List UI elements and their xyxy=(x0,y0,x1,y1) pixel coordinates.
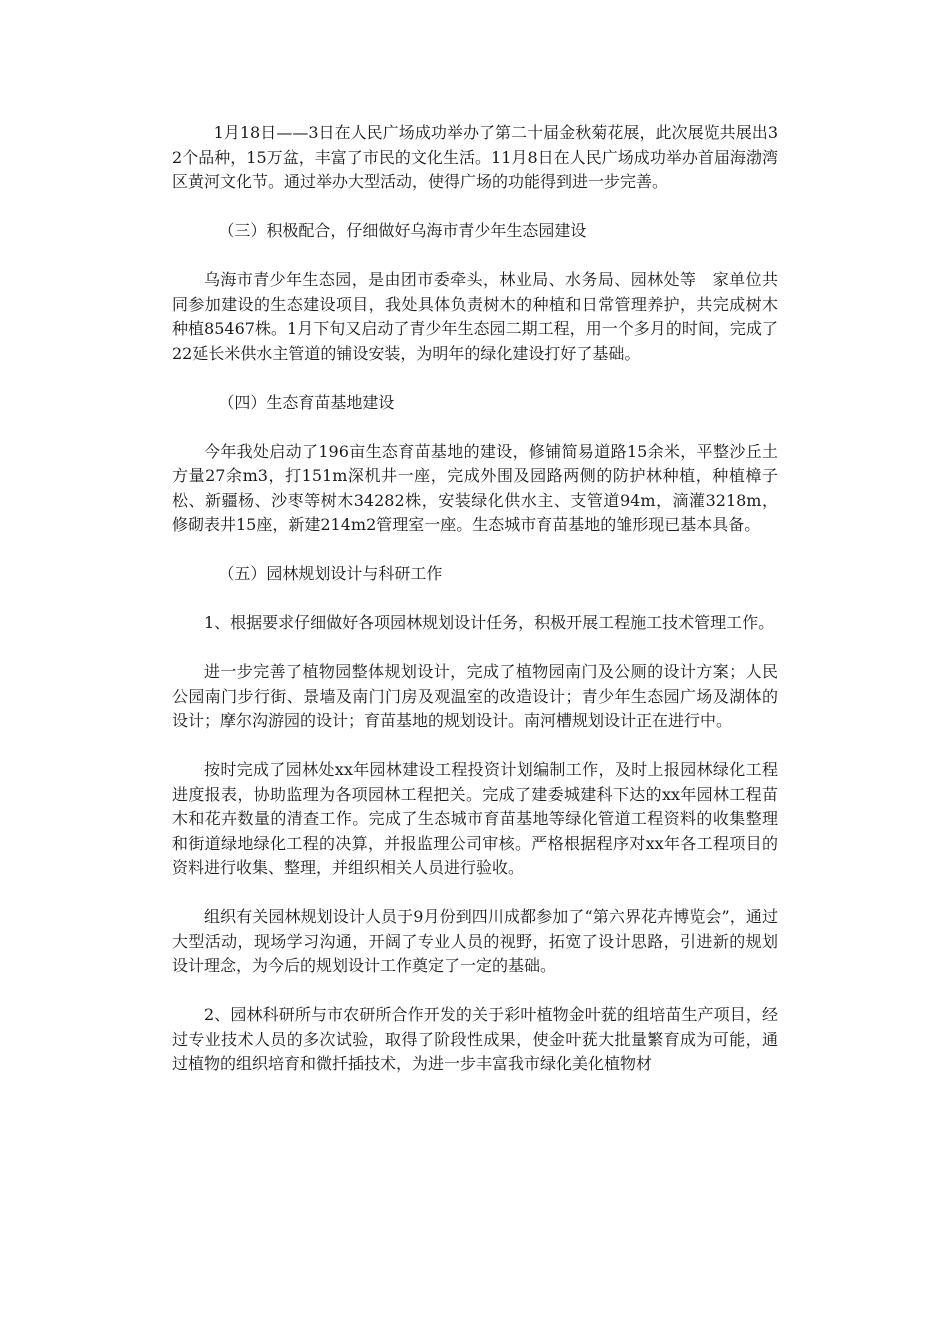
paragraph-item-2: 2、园林科研所与市农研所合作开发的关于彩叶植物金叶莸的组培苗生产项目，经过专业技术人员的多次试验，取得了阶段性成果，使金叶莸大批量繁育成为可能，通过植物的组织培育和微扦插技术，为进一步丰富我市绿化美化植物材 xyxy=(172,1005,778,1073)
paragraph-gold-chrysanthemum-show: 1月18日——3日在人民广场成功举办了第二十届金秋菊花展，此次展览共展出32个品种，15万盆，丰富了市民的文化生活。11月8日在人民广场成功举办首届海渤湾区黄河文化节。通过举办大型活动，使得广场的功能得到进一步完善。 xyxy=(172,123,778,191)
section-heading-5: （五）园林规划设计与科研工作 xyxy=(218,564,443,583)
section-heading-4: （四）生态育苗基地建设 xyxy=(218,392,395,412)
section-heading-3: （三）积极配合，仔细做好乌海市青少年生态园建设 xyxy=(218,221,587,240)
paragraph-item-1: 1、根据要求仔细做好各项园林规划设计任务，积极开展工程施工技术管理工作。 xyxy=(204,613,775,632)
paragraph-botanical-garden-design: 进一步完善了植物园整体规划设计，完成了植物园南门及公厕的设计方案；人民公园南门步行街、景墙及南门门房及观温室的改造设计；青少年生态园广场及湖体的设计；摩尔沟游园的设计；育苗基地的规划设计。南河槽规划设计正在进行中。 xyxy=(172,662,778,730)
paragraph-nursery-base: 今年我处启动了196亩生态育苗基地的建设，修铺简易道路15余米，平整沙丘土方量27余m3，打151m深机井一座，完成外围及园路两侧的防护林种植，种植樟子松、新疆杨、沙枣等树木34282株，安装绿化供水主、支管道94m，滴灌3218m，修砌表井15座，新建214m2管理室一座。生态城市育苗基地的雏形现已基本具备。 xyxy=(172,441,778,534)
document-body xyxy=(172,121,778,1077)
paragraph-flower-expo: 组织有关园林规划设计人员于9月份到四川成都参加了“第六界花卉博览会”，通过大型活动，现场学习沟通，开阔了专业人员的视野，拓宽了设计思路，引进新的规划设计理念，为今后的规划设计工作奠定了一定的基础。 xyxy=(172,907,778,975)
paragraph-youth-eco-park: 乌海市青少年生态园，是由团市委牵头，林业局、水务局、园林处等 家单位共同参加建设的生态建设项目，我处具体负责树木的种植和日常管理养护，共完成树木种植85467株。1月下旬又启动了青少年生态园二期工程，用一个多月的时间，完成了22延长米供水主管道的铺设安装，为明年的绿化建设打好了基础。 xyxy=(172,270,778,363)
paragraph-investment-plan: 按时完成了园林处xx年园林建设工程投资计划编制工作，及时上报园林绿化工程进度报表，协助监理为各项园林工程把关。完成了建委城建科下达的xx年园林工程苗木和花卉数量的清查工作。完成了生态城市育苗基地等绿化管道工程资料的收集整理和街道绿地绿化工程的决算，并报监理公司审核。严格根据程序对xx年各工程项目的资料进行收集、整理，并组织相关人员进行验收。 xyxy=(172,760,778,877)
